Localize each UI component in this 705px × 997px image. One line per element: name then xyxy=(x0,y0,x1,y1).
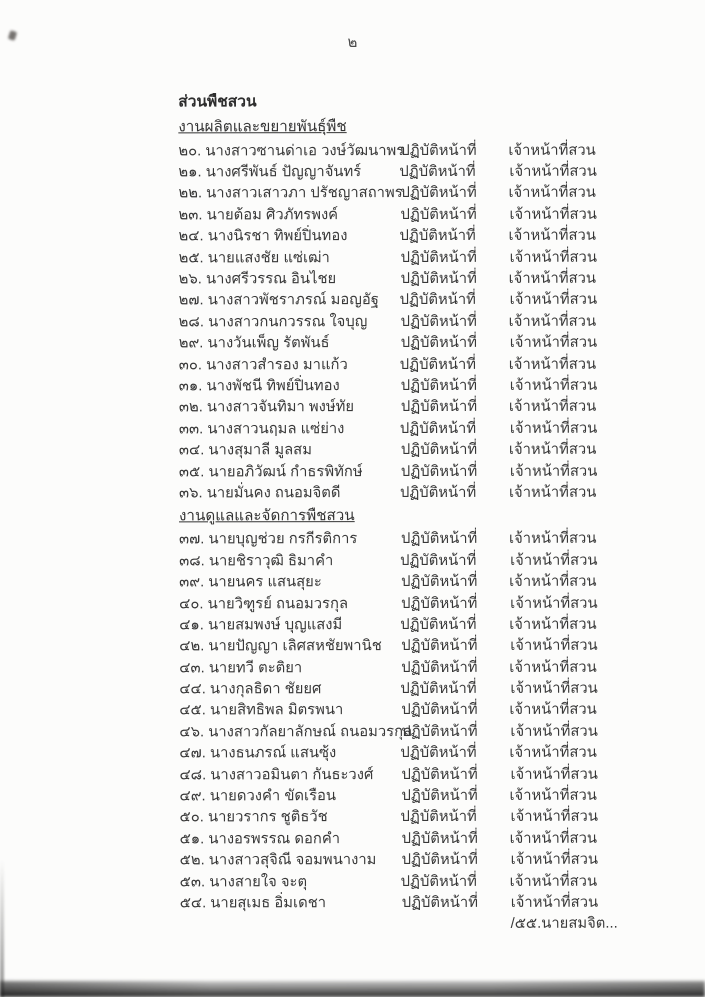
position-label: เจ้าหน้าที่สวน xyxy=(508,142,596,159)
duty-label: ปฏิบัติหน้าที่ xyxy=(400,185,477,202)
duty-label: ปฏิบัติหน้าที่ xyxy=(400,249,477,266)
person-number-name: ๒๒. นางสาวเสาวภา ปรัชญาสถาพร xyxy=(178,185,403,202)
table-row xyxy=(180,827,670,849)
table-row xyxy=(179,784,669,806)
person-number-name: ๕๐. นายวรากร ชูติธวัช xyxy=(179,809,328,826)
duty-label: ปฏิบัติหน้าที่ xyxy=(399,420,477,437)
page-number: ๒ xyxy=(347,34,358,51)
table-row xyxy=(179,459,669,481)
duty-label: ปฏิบัติหน้าที่ xyxy=(400,442,478,459)
duty-label: ปฏิบัติหน้าที่ xyxy=(399,164,476,181)
scan-bottom-edge-artifact xyxy=(0,981,705,997)
person-number-name: ๒๖. นางศรีวรรณ อินไชย xyxy=(178,271,337,288)
position-label: เจ้าหน้าที่สวน xyxy=(509,573,597,590)
table-row xyxy=(179,438,669,460)
table-row xyxy=(180,848,670,870)
table-row xyxy=(179,613,669,635)
person-number-name: ๒๐. นางสาวซานด่าเอ วงษ์วัฒนาพร xyxy=(178,142,405,160)
table-row xyxy=(179,741,669,763)
table-row xyxy=(179,395,669,417)
position-label: เจ้าหน้าที่สวน xyxy=(510,595,598,612)
roster-group xyxy=(179,504,670,913)
duty-label: ปฏิบัติหน้าที่ xyxy=(400,206,477,223)
position-label: เจ้าหน้าที่สวน xyxy=(509,334,598,352)
section-title: ส่วนพืชสวน xyxy=(178,93,257,111)
position-label: เจ้าหน้าที่สวน xyxy=(509,659,597,676)
duty-label: ปฏิบัติหน้าที่ xyxy=(401,638,478,655)
table-row xyxy=(179,352,669,374)
person-number-name: ๒๘. นางสาวกนกวรรณ ใจบุญ xyxy=(178,313,368,331)
position-label: เจ้าหน้าที่สวน xyxy=(510,894,599,911)
duty-label: ปฏิบัติหน้าที่ xyxy=(401,723,478,740)
duty-label: ปฏิบัติหน้าที่ xyxy=(400,552,477,569)
person-number-name: ๕๒. นางสาวสุจิณี จอมพนางาม xyxy=(179,852,377,869)
table-row xyxy=(178,139,668,161)
duty-label: ปฏิบัติหน้าที่ xyxy=(400,270,477,288)
position-label: เจ้าหน้าที่สวน xyxy=(509,616,597,633)
person-number-name: ๓๑. นางพัชนี ทิพย์ปิ่นทอง xyxy=(178,378,340,395)
duty-label: ปฏิบัติหน้าที่ xyxy=(400,313,477,330)
duty-label: ปฏิบัติหน้าที่ xyxy=(400,399,478,416)
person-number-name: ๔๓. นายทวี ตะติยา xyxy=(179,659,303,677)
scan-edge-shadow xyxy=(0,860,4,997)
person-number-name: ๒๔. นางนิรชา ทิพย์ปิ่นทอง xyxy=(178,228,348,245)
table-row xyxy=(179,763,669,785)
staff-roster xyxy=(178,116,669,914)
table-row xyxy=(179,331,669,353)
position-label: เจ้าหน้าที่สวน xyxy=(509,463,598,480)
person-number-name: ๒๓. นายต้อม ศิวภัทรพงค์ xyxy=(178,207,339,224)
person-number-name: ๓๘. นายชิราวุฒิ ธิมาคำ xyxy=(179,552,334,570)
person-number-name: ๔๙. นายดวงคำ ขัดเรือน xyxy=(179,788,337,805)
person-number-name: ๓๔. นางสุมาลี มูลสม xyxy=(178,442,312,459)
table-row xyxy=(180,805,670,827)
duty-label: ปฏิบัติหน้าที่ xyxy=(400,745,477,762)
duty-label: ปฏิบัติหน้าที่ xyxy=(401,766,478,783)
table-row xyxy=(179,677,669,699)
duty-label: ปฏิบัติหน้าที่ xyxy=(401,787,478,805)
duty-label: ปฏิบัติหน้าที่ xyxy=(399,356,477,373)
position-label: เจ้าหน้าที่สวน xyxy=(510,851,599,869)
table-row xyxy=(178,203,668,225)
table-row xyxy=(178,181,668,203)
person-number-name: ๕๓. นางสายใจ จะตุ xyxy=(179,873,308,891)
position-label: เจ้าหน้าที่สวน xyxy=(509,873,598,890)
duty-label: ปฏิบัติหน้าที่ xyxy=(399,292,476,309)
table-row xyxy=(180,891,670,913)
position-label: เจ้าหน้าที่สวน xyxy=(508,313,597,330)
person-number-name: ๓๙. นายนคร แสนสุยะ xyxy=(179,574,322,591)
person-number-name: ๓๖. นายมั่นคง ถนอมจิตดี xyxy=(178,485,341,502)
duty-label: ปฏิบัติหน้าที่ xyxy=(401,595,478,612)
position-label: เจ้าหน้าที่สวน xyxy=(508,185,596,202)
duty-label: ปฏิบัติหน้าที่ xyxy=(401,574,478,591)
group-heading: งานดูแลและจัดการพืชสวน xyxy=(178,506,355,525)
position-label: เจ้าหน้าที่สวน xyxy=(510,809,598,826)
table-row xyxy=(180,869,670,891)
table-row xyxy=(179,267,669,289)
table-row xyxy=(179,634,669,656)
table-row xyxy=(178,160,668,182)
duty-label: ปฏิบัติหน้าที่ xyxy=(400,335,477,352)
position-label: เจ้าหน้าที่สวน xyxy=(509,702,597,719)
position-label: เจ้าหน้าที่สวน xyxy=(510,680,598,697)
duty-label: ปฏิบัติหน้าที่ xyxy=(400,377,478,395)
position-label: เจ้าหน้าที่สวน xyxy=(509,531,597,548)
person-number-name: ๒๗. นางสาวพัชราภรณ์ มอญอัฐ xyxy=(178,292,379,309)
position-label: เจ้าหน้าที่สวน xyxy=(509,206,597,223)
position-label: เจ้าหน้าที่สวน xyxy=(509,420,598,437)
position-label: เจ้าหน้าที่สวน xyxy=(508,441,597,459)
position-label: เจ้าหน้าที่สวน xyxy=(508,227,596,245)
continuation-note: /๕๕.นายสมจิต... xyxy=(510,915,618,932)
person-number-name: ๓๐. นางสาวสำรอง มาแก้ว xyxy=(178,356,348,374)
duty-label: ปฏิบัติหน้าที่ xyxy=(400,463,478,480)
table-row xyxy=(179,549,669,571)
position-label: เจ้าหน้าที่สวน xyxy=(510,766,598,783)
person-number-name: ๔๐. นายวิฑูรย์ ถนอมวรกุล xyxy=(179,595,349,612)
table-row xyxy=(179,591,669,613)
group-heading: งานผลิตและขยายพันธุ์พืช xyxy=(178,118,347,136)
position-label: เจ้าหน้าที่สวน xyxy=(509,830,598,847)
table-row xyxy=(179,310,669,332)
position-label: เจ้าหน้าที่สวน xyxy=(509,249,598,266)
person-number-name: ๔๔. นางกุลธิดา ชัยยศ xyxy=(179,681,322,698)
table-row xyxy=(179,288,669,310)
duty-label: ปฏิบัติหน้าที่ xyxy=(400,809,477,826)
person-number-name: ๔๕. นายสิทธิพล มิตรพนา xyxy=(179,702,344,719)
position-label: เจ้าหน้าที่สวน xyxy=(510,723,598,740)
position-label: เจ้าหน้าที่สวน xyxy=(508,399,597,416)
table-row xyxy=(179,417,669,439)
table-row xyxy=(179,720,669,742)
duty-label: ปฏิบัติหน้าที่ xyxy=(400,142,477,159)
person-number-name: ๔๗. นางธนภรณ์ แสนซุ้ง xyxy=(179,745,337,762)
person-number-name: ๒๙. นางวันเพ็ญ รัตพันธ์ xyxy=(178,335,330,352)
table-row xyxy=(179,698,669,720)
person-number-name: ๔๑. นายสมพงษ์ บุญแสงมี xyxy=(179,617,343,634)
person-number-name: ๓๗. นายบุญช่วย กรกีรติการ xyxy=(179,531,358,548)
person-number-name: ๕๑. นางอรพรรณ ดอกคำ xyxy=(179,830,341,848)
document-content xyxy=(178,90,669,936)
duty-label: ปฏิบัติหน้าที่ xyxy=(401,830,478,847)
person-number-name: ๕๔. นายสุเมธ อิ่มเดชา xyxy=(179,895,327,912)
position-label: เจ้าหน้าที่สวน xyxy=(509,292,598,309)
position-label: เจ้าหน้าที่สวน xyxy=(509,744,597,762)
table-row xyxy=(179,374,669,396)
roster-group xyxy=(178,116,669,503)
person-number-name: ๒๑. นางศรีพันธ์ ปัญญาจันทร์ xyxy=(178,164,362,181)
person-number-name: ๔๖. นางสาวกัลยาลักษณ์ ถนอมวรกุล xyxy=(179,723,413,741)
position-label: เจ้าหน้าที่สวน xyxy=(509,163,597,180)
person-number-name: ๔๒. นายปัญญา เลิศสหชัยพานิช xyxy=(179,638,382,655)
person-number-name: ๓๓. นางสาวนฤมล แซ่ย่าง xyxy=(178,420,345,438)
duty-label: ปฏิบัติหน้าที่ xyxy=(401,659,478,676)
position-label: เจ้าหน้าที่สวน xyxy=(510,637,598,655)
table-row xyxy=(179,246,669,268)
position-label: เจ้าหน้าที่สวน xyxy=(509,787,597,804)
duty-label: ปฏิบัติหน้าที่ xyxy=(399,228,476,245)
duty-label: ปฏิบัติหน้าที่ xyxy=(400,873,477,890)
duty-label: ปฏิบัติหน้าที่ xyxy=(400,616,477,633)
duty-label: ปฏิบัติหน้าที่ xyxy=(401,894,478,912)
person-number-name: ๒๕. นายแสงชัย แซ่เฒ่า xyxy=(178,249,330,267)
duty-label: ปฏิบัติหน้าที่ xyxy=(401,702,478,719)
duty-label: ปฏิบัติหน้าที่ xyxy=(400,680,477,698)
duty-label: ปฏิบัติหน้าที่ xyxy=(401,531,478,548)
table-row xyxy=(179,656,669,678)
position-label: เจ้าหน้าที่สวน xyxy=(508,484,597,501)
table-row xyxy=(179,481,669,503)
table-row xyxy=(178,224,668,246)
position-label: เจ้าหน้าที่สวน xyxy=(510,552,598,569)
position-label: เจ้าหน้าที่สวน xyxy=(509,377,598,394)
person-number-name: ๓๒. นางสาวจันทิมา พงษ์ทัย xyxy=(178,399,355,416)
person-number-name: ๔๘. นางสาวอมินตา กันธะวงศ์ xyxy=(179,766,374,784)
table-row xyxy=(179,570,669,592)
position-label: เจ้าหน้าที่สวน xyxy=(508,356,597,373)
person-number-name: ๓๕. นายอภิวัฒน์ กำธรพิทักษ์ xyxy=(178,463,363,480)
table-row xyxy=(179,527,669,549)
duty-label: ปฏิบัติหน้าที่ xyxy=(399,484,477,501)
duty-label: ปฏิบัติหน้าที่ xyxy=(401,852,478,869)
position-label: เจ้าหน้าที่สวน xyxy=(508,270,597,287)
